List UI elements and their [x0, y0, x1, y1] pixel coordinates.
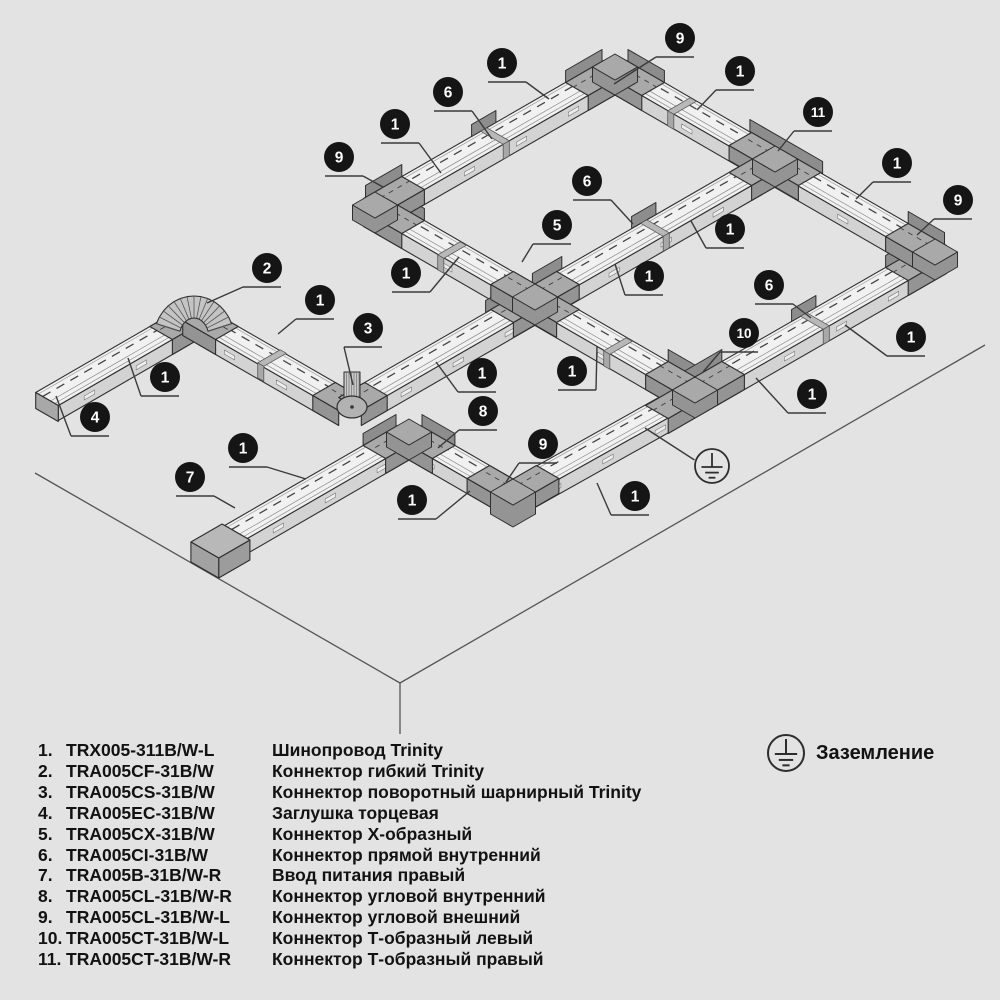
legend-item-number: 10. [38, 928, 63, 949]
callout-1 [278, 285, 335, 334]
callout-7 [175, 462, 235, 508]
callout-number: 5 [552, 217, 562, 235]
legend-item-description: Коннектор Т-образный левый [272, 928, 534, 949]
legend-item-description: Заглушка торцевая [272, 802, 439, 823]
callout-number: 6 [582, 173, 592, 191]
legend-row [38, 907, 641, 928]
legend-item-number: 2. [38, 760, 53, 781]
callout-number: 2 [262, 260, 272, 278]
callout-number: 1 [160, 369, 170, 387]
callout-number: 9 [953, 192, 963, 210]
callout-number: 9 [334, 149, 344, 167]
legend-item-number: 4. [38, 802, 53, 823]
legend-row [38, 886, 641, 907]
callout-number: 1 [807, 386, 817, 404]
legend-item-description: Ввод питания правый [272, 865, 466, 886]
ground-label: Заземление [816, 741, 935, 764]
callout-9 [917, 185, 973, 235]
legend-item-description: Коннектор Т-образный правый [272, 949, 544, 970]
legend-item-number: 9. [38, 907, 53, 928]
legend-item-number: 5. [38, 823, 53, 844]
legend-item-description: Коннектор угловой внутренний [272, 886, 546, 907]
legend-item-description: Коннектор угловой внешний [272, 907, 521, 928]
legend-item-code: TRA005CL-31B/W-R [66, 886, 232, 907]
legend-row [38, 865, 641, 886]
legend-item-code: TRA005CL-31B/W-L [66, 907, 230, 928]
legend-row [38, 782, 641, 803]
callout-number: 6 [443, 84, 453, 102]
callout-number: 1 [630, 488, 640, 506]
legend-row [38, 845, 641, 866]
legend-item-description: Шинопровод Trinity [272, 740, 444, 760]
legend-item-code: TRA005EC-31B/W [66, 802, 215, 823]
callout-number: 9 [675, 30, 685, 48]
callout-number: 1 [567, 363, 577, 381]
legend-item-number: 6. [38, 844, 53, 865]
legend-item-number: 3. [38, 781, 53, 802]
joint-side [438, 255, 444, 273]
callout-1 [697, 56, 755, 110]
callout-number: 3 [363, 320, 373, 338]
legend-item-code: TRA005CI-31B/W [66, 844, 208, 865]
legend-item-code: TRA005B-31B/W-R [66, 865, 222, 886]
callout-number: 1 [735, 63, 745, 81]
callout-5 [522, 210, 572, 262]
legend-item-code: TRX005-311B/W-L [66, 740, 215, 760]
legend-row [38, 928, 641, 949]
legend-row [38, 824, 641, 845]
callout-1 [856, 148, 912, 199]
callout-1 [487, 48, 549, 99]
callout-1 [597, 481, 650, 515]
callout-number: 1 [315, 292, 325, 310]
joint-side [503, 141, 509, 160]
legend-item-description: Коннектор прямой внутренний [272, 844, 541, 865]
callout-1 [228, 433, 306, 479]
parts-legend [38, 740, 641, 970]
callout-number: 10 [736, 325, 752, 341]
legend-row [38, 740, 641, 761]
callout-number: 1 [407, 492, 417, 510]
callout-number: 1 [477, 365, 487, 383]
legend-item-number: 1. [38, 740, 53, 760]
legend-item-number: 11. [38, 949, 62, 970]
callout-number: 1 [906, 329, 916, 347]
callout-1 [756, 378, 827, 413]
ground-legend [766, 733, 934, 773]
legend-row [38, 803, 641, 824]
legend-item-code: TRA005CT-31B/W-L [66, 928, 230, 949]
legend-item-description: Коннектор поворотный шарнирный Trinity [272, 781, 642, 802]
joint-side [663, 233, 669, 252]
callout-number: 1 [892, 155, 902, 173]
joint-side [258, 363, 264, 382]
legend-item-code: TRA005CT-31B/W-R [66, 949, 231, 970]
callout-number: 1 [390, 116, 400, 134]
callout-2 [207, 253, 282, 303]
joint-side [604, 351, 610, 370]
ground-symbol [695, 449, 729, 483]
callout-1 [397, 485, 470, 519]
callout-number: 7 [185, 469, 195, 487]
callout-6 [754, 270, 811, 318]
floor-edge-left [35, 473, 400, 683]
legend-item-number: 8. [38, 886, 53, 907]
callout-3 [344, 313, 383, 385]
legend-item-description: Коннектор Х-образный [272, 823, 473, 844]
callout-number: 1 [497, 55, 507, 73]
ground-icon [766, 733, 806, 773]
callout-8 [438, 396, 498, 448]
legend-row [38, 761, 641, 782]
legend-item-code: TRA005CS-31B/W [66, 781, 215, 802]
callout-number: 11 [810, 104, 826, 120]
callout-number: 8 [478, 403, 488, 421]
callout-number: 1 [725, 221, 735, 239]
callout-number: 6 [764, 277, 774, 295]
callout-number: 9 [538, 436, 548, 454]
callout-number: 1 [238, 440, 248, 458]
legend-rows [38, 740, 641, 970]
legend-row [38, 949, 641, 970]
legend-item-number: 7. [38, 865, 53, 886]
callout-number: 4 [90, 409, 100, 427]
legend-item-code: TRA005CX-31B/W [66, 823, 215, 844]
legend-item-description: Коннектор гибкий Trinity [272, 760, 485, 781]
joint-side [823, 326, 829, 345]
legend-item-code: TRA005CF-31B/W [66, 760, 214, 781]
joint-side [668, 111, 674, 130]
callout-1 [845, 322, 926, 356]
callout-6 [572, 166, 633, 224]
callout-number: 1 [644, 268, 654, 286]
callout-number: 1 [401, 265, 411, 283]
